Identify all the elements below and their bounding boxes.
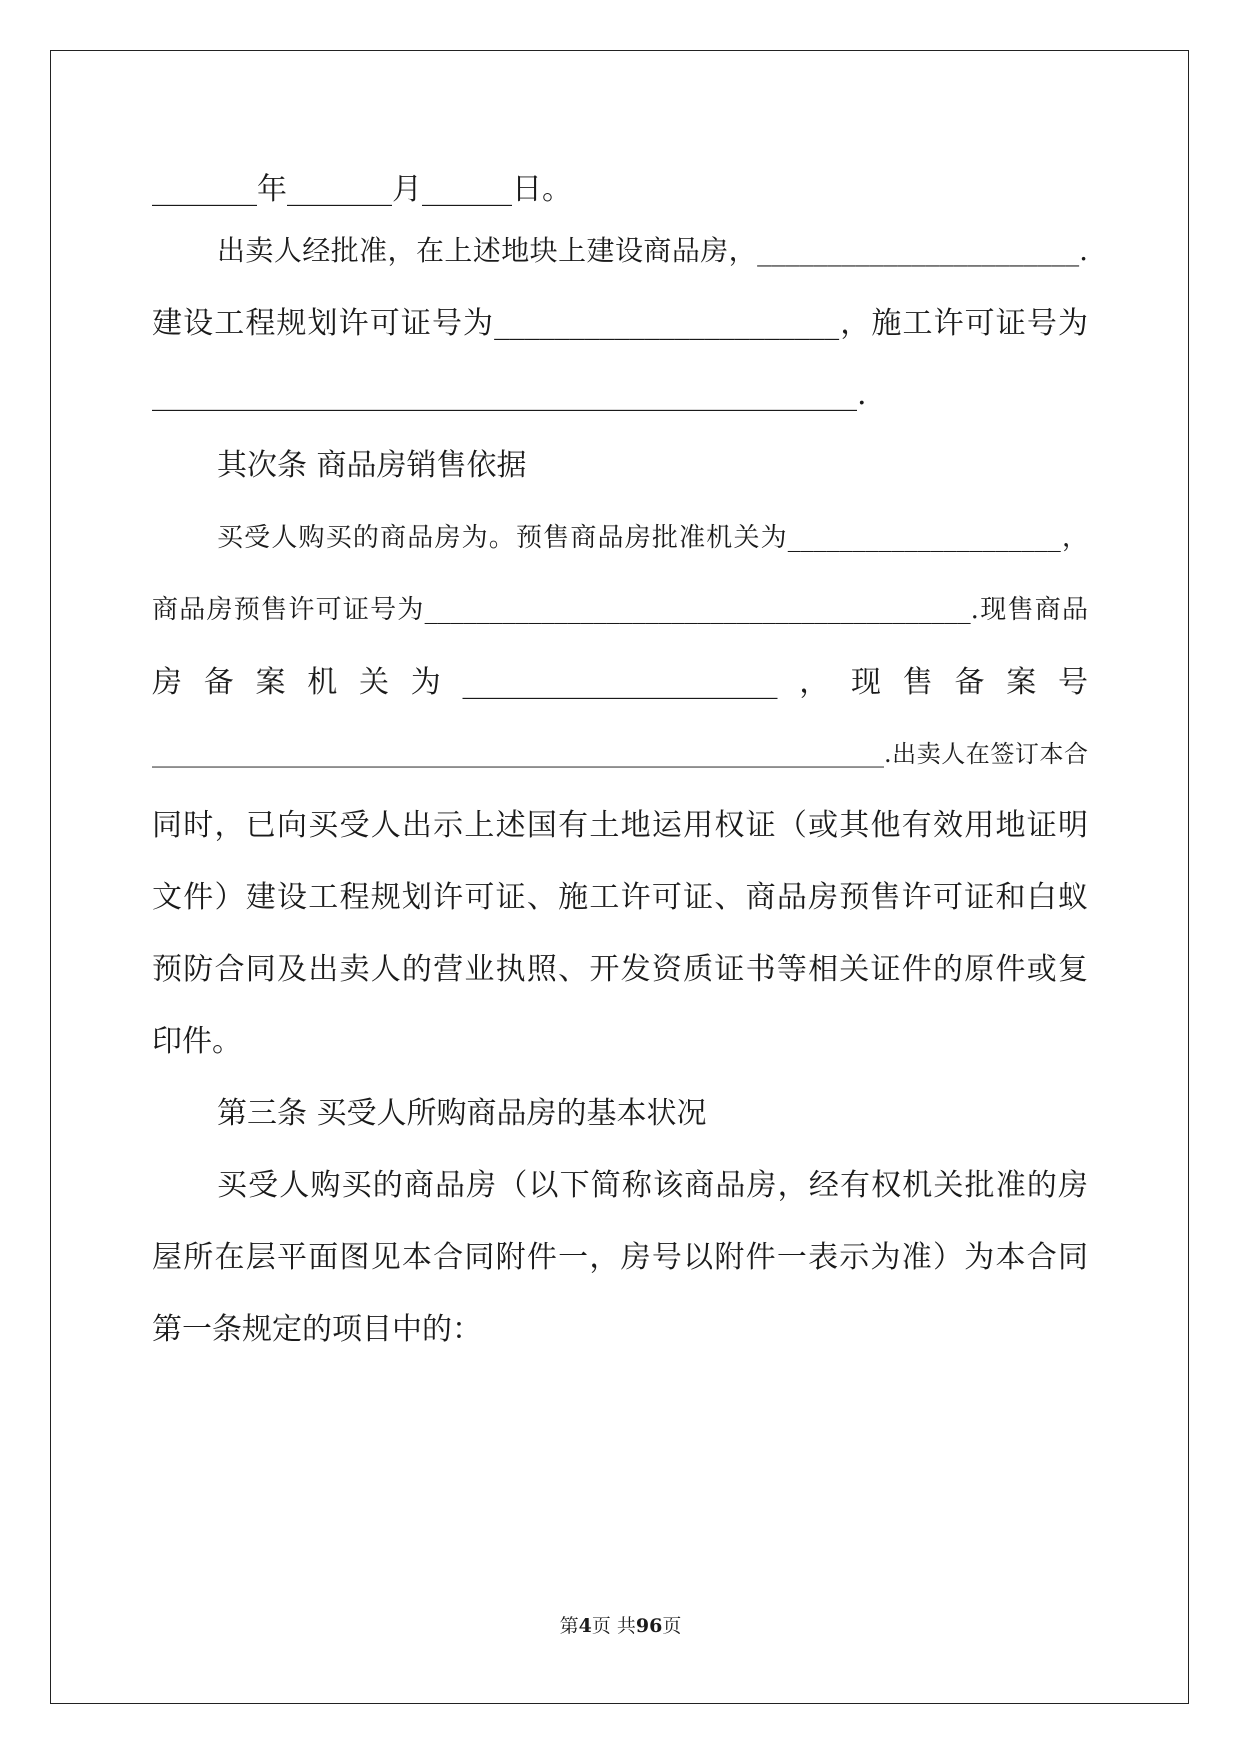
text-line: 建设工程规划许可证号为_______________________，施工许可证号为 bbox=[152, 306, 1088, 341]
section-heading-2: 其次条 商品房销售依据 bbox=[217, 448, 527, 483]
text-line: 预防合同及出卖人的营业执照、开发资质证书等相关证件的原件或复 bbox=[152, 952, 1088, 987]
section-heading-3: 第三条 买受人所购商品房的基本状况 bbox=[217, 1096, 707, 1131]
text-line: 买受人购买的商品房（以下简称该商品房，经有权机关批准的房 bbox=[217, 1168, 1088, 1203]
text-line: _______________________________________________. bbox=[152, 377, 867, 412]
footer-prefix: 第 bbox=[559, 1615, 579, 1637]
text-line: 第一条规定的项目中的： bbox=[152, 1312, 482, 1347]
footer-suffix: 页 bbox=[662, 1615, 682, 1637]
text-line: 房备案机关为_____________________，现售备案号 bbox=[152, 665, 1088, 700]
text-line: _____________________________________________________________.出卖人在签订本合 bbox=[152, 740, 1088, 768]
page-number: 4 bbox=[578, 1615, 592, 1637]
total-pages: 96 bbox=[635, 1615, 663, 1637]
text-line-date: _______年_______月______日。 bbox=[152, 172, 572, 207]
text-line: 文件）建设工程规划许可证、施工许可证、商品房预售许可证和白蚁 bbox=[152, 880, 1088, 915]
page-footer bbox=[0, 1614, 1241, 1638]
text-line: 印件。 bbox=[152, 1024, 242, 1059]
page-border bbox=[50, 50, 1189, 1704]
footer-mid: 页 共 bbox=[591, 1615, 636, 1637]
text-line: 买受人购买的商品房为。预售商品房批准机关为_____________________， bbox=[217, 523, 1088, 553]
text-line: 出卖人经批准，在上述地块上建设商品房，_______________________. bbox=[217, 234, 1088, 267]
text-line: 屋所在层平面图见本合同附件一，房号以附件一表示为准）为本合同 bbox=[152, 1240, 1088, 1275]
text-line: 商品房预售许可证号为__________________________________________.现售商品 bbox=[152, 595, 1088, 625]
text-line: 同时，已向买受人出示上述国有土地运用权证（或其他有效用地证明 bbox=[152, 808, 1088, 843]
